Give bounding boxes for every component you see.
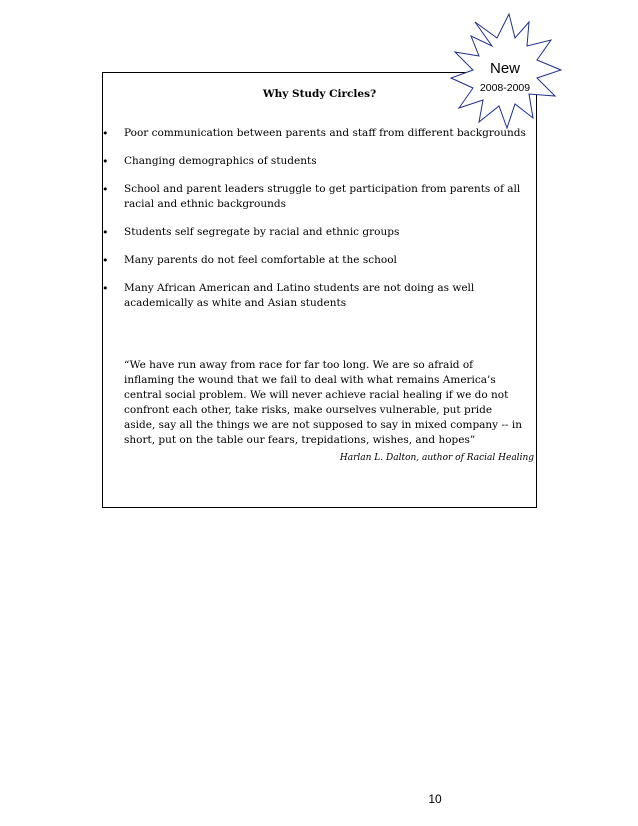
- page-title: Why Study Circles?: [262, 88, 377, 100]
- bullet-icon: •: [102, 282, 109, 295]
- bullet-icon: •: [102, 183, 109, 196]
- list-item-text: Changing demographics of students: [124, 155, 317, 167]
- bullet-list: [102, 126, 532, 324]
- list-item-text: Many parents do not feel comfortable at the school: [124, 254, 397, 266]
- list-item-text: School and parent leaders struggle to get participation from parents of all racial and ethnic backgrounds: [124, 183, 521, 210]
- list-item: [102, 225, 532, 240]
- list-item: [102, 182, 532, 212]
- badge-label: New: [489, 60, 520, 77]
- list-item-text: Students self segregate by racial and ethnic groups: [124, 226, 400, 238]
- list-item: [102, 281, 532, 311]
- bullet-icon: •: [102, 226, 109, 239]
- bullet-icon: •: [102, 127, 109, 140]
- list-item: [102, 253, 532, 268]
- page-number: 10: [428, 792, 442, 806]
- quote-text: “We have run away from race for far too long. We are so afraid of inflaming the wound that we fail to deal with what remains America’s central social problem. We will never achieve racial healing if we do not confront each other, take risks, make ourselves vulnerable, put pride aside, say all the things we are not supposed to say in mixed company -- in short, put on the table our fears, trepidations, wishes, and hopes”: [124, 359, 523, 446]
- bullet-icon: •: [102, 155, 109, 168]
- list-item-text: Poor communication between parents and staff from different backgrounds: [124, 127, 526, 139]
- badge-years: 2008-2009: [479, 82, 531, 94]
- new-badge: [445, 12, 565, 134]
- quote-attribution: Harlan L. Dalton, author of Racial Healing: [339, 453, 534, 463]
- list-item: [102, 154, 532, 169]
- list-item-text: Many African American and Latino students are not doing as well academically as white and Asian students: [124, 282, 475, 309]
- bullet-icon: •: [102, 254, 109, 267]
